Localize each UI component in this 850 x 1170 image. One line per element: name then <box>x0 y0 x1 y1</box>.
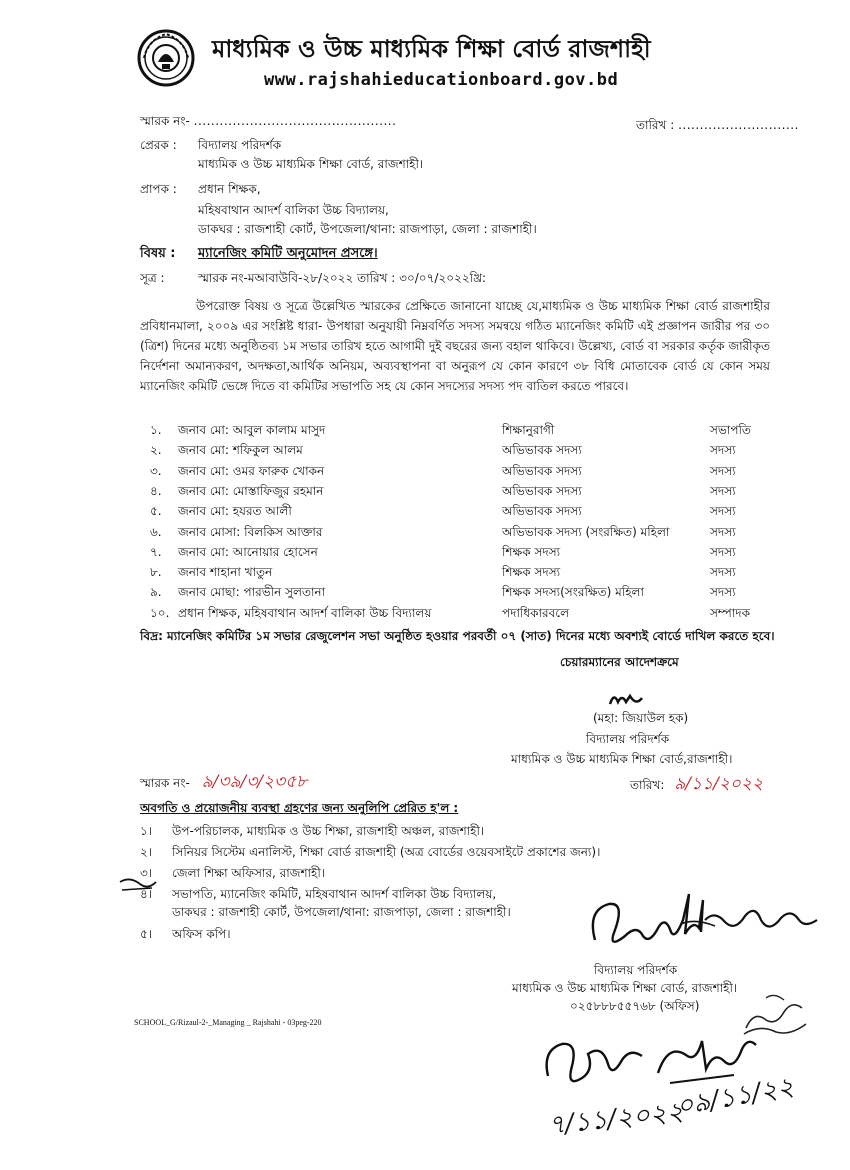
signatory2-org: মাধ্যমিক ও উচ্চ মাধ্যমিক শিক্ষা বোর্ড, রাজশাহী। <box>512 981 738 995</box>
memo-ref-bottom-label: স্মারক নং- <box>140 776 190 790</box>
member-role: সম্পাদক <box>710 605 751 620</box>
copy-item-line: জেলা শিক্ষা অফিসার, রাজশাহী। <box>172 866 326 880</box>
copy-item-number: ৩। <box>140 866 153 880</box>
member-no: ৪. <box>150 483 162 498</box>
member-row <box>150 461 770 481</box>
member-name: জনাব শাহানা খাতুন <box>178 565 273 580</box>
member-name: জনাব মোসা: বিলকিস আক্তার <box>178 524 323 539</box>
member-row <box>150 582 770 602</box>
initial-signature-1 <box>608 690 644 710</box>
member-name: জনাব মো: হযরত আলী <box>178 504 292 519</box>
member-category: অভিভাবক সদস্য <box>502 504 582 519</box>
reference-label: সূত্র : <box>140 271 165 285</box>
copy-item-number: ৫। <box>140 927 153 941</box>
subject-text: ম্যানেজিং কমিটি অনুমোদন প্রসঙ্গে। <box>198 246 378 261</box>
member-role: সদস্য <box>710 565 736 580</box>
member-row <box>150 562 770 582</box>
board-website: www.rajshahieducationboard.gov.bd <box>264 70 619 90</box>
order-line: চেয়ারম্যানের আদেশক্রমে <box>560 655 679 669</box>
member-row <box>150 522 770 542</box>
memo-date-bottom-label: তারিখ: <box>630 778 665 792</box>
member-role: সদস্য <box>710 483 736 498</box>
board-name: মাধ্যমিক ও উচ্চ মাধ্যমিক শিক্ষা বোর্ড রাজশাহী <box>212 35 651 63</box>
member-no: ৯. <box>150 585 162 600</box>
memo-date-bottom <box>630 776 763 793</box>
memo-date-top <box>636 117 799 133</box>
subject-label: বিষয় : <box>140 246 176 261</box>
member-row <box>150 481 770 501</box>
recipient-label: প্রাপক : <box>140 182 177 196</box>
signature-2 <box>585 880 835 960</box>
copy-item-number: ১। <box>140 824 153 838</box>
handwritten-mark <box>118 876 158 898</box>
member-category: অভিভাবক সদস্য <box>502 483 582 498</box>
body-paragraph: উপরোক্ত বিষয় ও সূত্রে উল্লেখিত স্মারকের প্রেক্ষিতে জানানো যাচ্ছে যে,মাধ্যমিক ও উচ্চ মাধ্যমিক শিক্ষা বোর্ড রাজশাহীর প্রবিধানমালা, ২০০৯ এর সংশ্লিষ্ট ধারা- উপধারা অনুযায়ী নিম্নবর্ণিত সদস্য সমন্বয়ে গঠিত ম্যানেজিং কমিটি এই প্রজ্ঞাপন জারীর পর ৩০ (ত্রিশ) দিনের মধ্যে অনুষ্ঠিতব্য ১ম সভার তারিখ হতে আগামী দুই বছরের জন্য বহাল থাকিবে। উল্লেখ্য, বোর্ড বা সরকার কর্তৃক জারীকৃত নির্দেশনা অমান্যকরণ, অদক্ষতা,আর্থিক অনিয়ম, অব্যবস্থাপনা বা অনুরূপ যে কোন কারণে ৩৮ বিধি মোতাবেক বোর্ড যে কোন সময় ম্যানেজিং কমিটি ভেঙ্গে দিতে বা কমিটির সভাপতি সহ যে কোন সদস্যের সদস্য পদ বাতিল করতে পারবে। <box>140 299 770 393</box>
sender-line2: মাধ্যমিক ও উচ্চ মাধ্যমিক শিক্ষা বোর্ড, রাজশাহী। <box>198 157 424 171</box>
memo-ref-dots: ............................................... <box>193 114 397 128</box>
copy-item-line: অফিস কপি। <box>172 927 231 941</box>
member-name: জনাব মো: ওমর ফারুক খোকন <box>178 463 325 478</box>
signatory2-title: বিদ্যালয় পরিদর্শক <box>594 963 678 977</box>
bottom-date-right: ০৯/১১/২২ <box>674 1071 797 1123</box>
sender-label: প্রেরক : <box>140 138 177 152</box>
memo-ref-label: স্মারক নং- <box>140 114 190 128</box>
signatory1-title: বিদ্যালয় পরিদর্শক <box>586 732 670 746</box>
member-category: পদাধিকারবলে <box>502 605 570 620</box>
memo-date-label: তারিখ : <box>636 118 675 132</box>
signatory2-phone: ০২৫৮৮৮৫৫৭৬৮ (অফিস) <box>570 999 700 1013</box>
member-no: ৮. <box>150 565 162 580</box>
recipient-line1: প্রধান শিক্ষক, <box>198 182 261 196</box>
member-category: অভিভাবক সদস্য <box>502 463 582 478</box>
copy-item-line: সিনিয়র সিস্টেম এনালিস্ট, শিক্ষা বোর্ড রাজশাহী (অত্র বোর্ডের ওয়েবসাইটে প্রকাশের জন্য)। <box>172 845 601 859</box>
member-no: ১. <box>150 423 162 437</box>
reference-text: স্মারক নং-মআবাউবি-২৮/২০২২ তারিখ : ৩০/০৭/২০২২খ্রি: <box>198 271 487 285</box>
copy-item-line: ডাকঘর : রাজশাহী কোর্ট, উপজেলা/থানা: রাজপাড়া, জেলা : রাজশাহী। <box>172 905 511 919</box>
member-role: সদস্য <box>710 544 736 559</box>
memo-ref-bottom <box>140 774 307 791</box>
member-name: জনাব মো: মোস্তাফিজুর রহমান <box>178 483 324 498</box>
copy-item-number: ২। <box>140 845 153 859</box>
member-row <box>150 440 770 460</box>
member-role: সভাপতি <box>710 423 751 437</box>
member-role: সদস্য <box>710 443 736 458</box>
member-name: জনাব মো: শফিকুল আলম <box>178 443 303 458</box>
member-role: সদস্য <box>710 504 736 519</box>
bottom-signature-left <box>538 1030 648 1100</box>
memo-date-dots: ............................ <box>678 118 799 132</box>
member-row <box>150 501 770 521</box>
board-seal-icon <box>136 28 196 88</box>
memo-date-bottom-value: ৯/১১/২০২২ <box>674 774 764 794</box>
copy-item-number: ৪। <box>140 887 153 901</box>
member-no: ৩. <box>150 463 162 478</box>
member-name: জনাব মো: আনোয়ার হোসেন <box>178 544 318 559</box>
member-category: শিক্ষক সদস্য <box>502 544 561 559</box>
member-role: সদস্য <box>710 463 736 478</box>
member-role: সদস্য <box>710 585 736 600</box>
member-name: জনাব মোছা: পারভীন সুলতানা <box>178 585 326 600</box>
member-no: ৭. <box>150 544 162 559</box>
copy-item-line: সভাপতি, ম্যানেজিং কমিটি, মহিষবাথান আদর্শ বালিকা উচ্চ বিদ্যালয়, <box>172 887 497 901</box>
signatory1-name: (মহা: জিয়াউল হক) <box>593 711 689 725</box>
member-no: ৫. <box>150 504 162 519</box>
note-text: বিদ্র: ম্যানেজিং কমিটির ১ম সভার রেজুলেশন সভা অনুষ্ঠিত হওয়ার পরবর্তী ০৭ (সাত) দিনের মধ্যে অবশ্যই বোর্ডে দাখিল করতে হবে। <box>140 629 775 643</box>
member-role: সদস্য <box>710 524 736 539</box>
member-no: ১০. <box>150 605 170 620</box>
member-no: ২. <box>150 443 162 458</box>
member-category: শিক্ষক সদস্য(সংরক্ষিত) মহিলা <box>502 585 644 600</box>
member-name: জনাব মো: আবুল কালাম মাসুদ <box>178 423 326 437</box>
memo-ref-top <box>140 113 396 129</box>
member-row <box>150 603 770 623</box>
copy-item-line: উপ-পরিচালক, মাধ্যমিক ও উচ্চ শিক্ষা, রাজশাহী অঞ্চল, রাজশাহী। <box>172 824 485 838</box>
copies-heading: অবগতি ও প্রয়োজনীয় ব্যবস্থা গ্রহণের জন্য অনুলিপি প্রেরিত হ'ল : <box>140 801 459 815</box>
signatory1-org: মাধ্যমিক ও উচ্চ মাধ্যমিক শিক্ষা বোর্ড,রাজশাহী। <box>511 752 733 766</box>
sender-line1: বিদ্যালয় পরিদর্শক <box>198 138 282 152</box>
member-category: শিক্ষক সদস্য <box>502 565 561 580</box>
member-no: ৬. <box>150 524 162 539</box>
recipient-line3: ডাকঘর : রাজশাহী কোর্ট, উপজেলা/থানা: রাজপাড়া, জেলা : রাজশাহী। <box>198 222 537 236</box>
member-category: অভিভাবক সদস্য <box>502 443 582 458</box>
memo-ref-bottom-value: ৯/৩৯/৩/২৩৫৮ <box>201 772 308 792</box>
member-category: অভিভাবক সদস্য (সংরক্ষিত) মহিলা <box>502 524 670 539</box>
bottom-date-left: ৭/১১/২০২২ <box>546 1096 685 1142</box>
member-category: শিক্ষানুরাগী <box>502 423 555 437</box>
member-row <box>150 542 770 562</box>
member-name: প্রধান শিক্ষক, মহিষবাথান আদর্শ বালিকা উচ্চ বিদ্যালয় <box>178 605 432 620</box>
footer-file-path: SCHOOL_G/Rizaul-2-_Managing _ Rajshahi - 03peg-220 <box>134 1018 322 1027</box>
member-row <box>150 420 770 440</box>
recipient-line2: মহিষবাথান আদর্শ বালিকা উচ্চ বিদ্যালয়, <box>198 203 389 217</box>
